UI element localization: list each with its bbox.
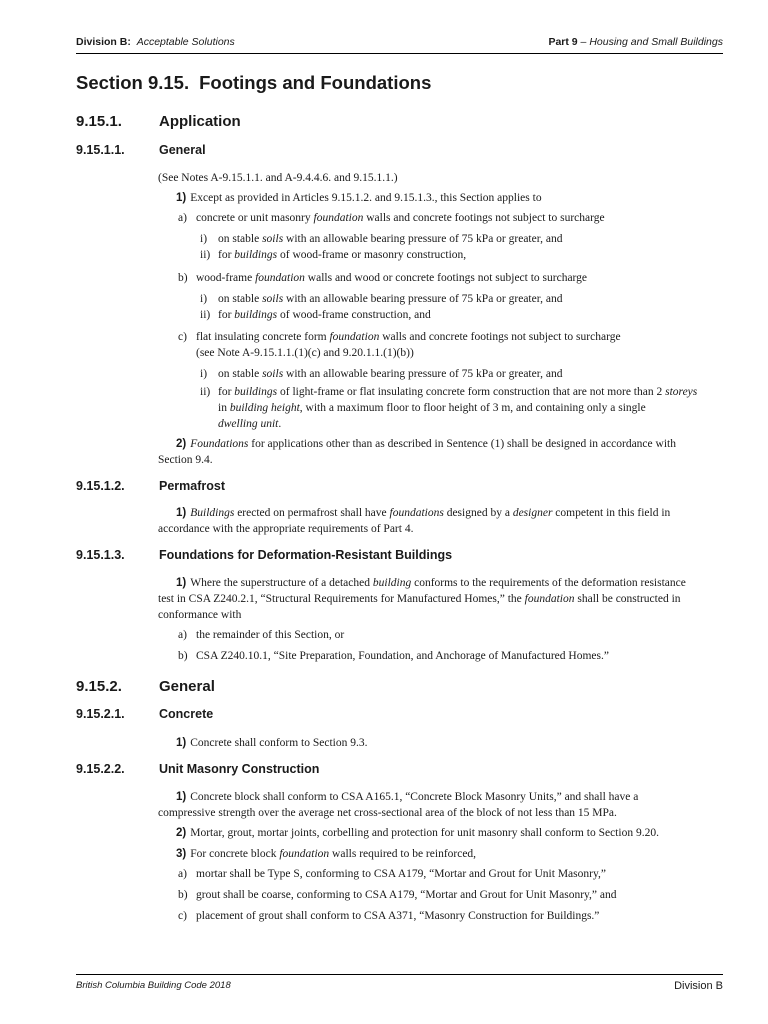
masonry-sentence-3 [176,846,476,862]
clause-text: wood-frame [196,272,256,284]
sentence-2 [176,436,676,452]
header-part [548,36,723,48]
deformation-clause-a [178,627,344,643]
defined-term: storeys [665,386,698,398]
subclause-marker: i) [200,293,208,305]
clause-marker: b) [178,272,188,284]
subclause-text: for [218,249,235,261]
subclause-text: on stable [218,368,263,380]
deformation-sentence-1-line2 [158,591,681,607]
clause-marker: a) [178,868,187,880]
clause-text: walls and concrete footings not subject to surcharge [363,212,605,224]
article-title: General [159,143,206,157]
subsection-number: 9.15.1. [76,113,122,130]
section-title-text: Footings and Foundations [199,72,432,93]
section-number: Section 9.15. [76,72,190,93]
subsection-number: 9.15.2. [76,678,122,695]
defined-term: buildings [234,309,278,321]
defined-term: foundation [524,593,575,605]
defined-term: foundation [313,212,364,224]
defined-term: Foundations [190,438,249,450]
masonry-clause-b [178,887,617,903]
subclause-text: with an allowable bearing pressure of 75 kPa or greater, and [283,233,563,245]
sentence-text: Except as provided in Articles 9.15.1.2. and 9.15.1.3., this Section applies to [190,192,542,204]
sentence-text: Where the superstructure of a detached [190,577,373,589]
subsection-title: Application [159,113,241,130]
sentence-text: Mortar, grout, mortar joints, corbelling and protection for unit masonry shall conform to Section 9.20. [190,827,659,839]
sentence-text: designed by a [443,507,513,519]
sentence-number: 1) [176,791,187,803]
subsection-title: General [159,678,215,695]
subclause-text: for [218,309,235,321]
clause-text: concrete or unit masonry [196,212,314,224]
subclause-text: , with a maximum floor to floor height of 3 m, and containing only a single [299,402,646,414]
deformation-clause-b [178,648,609,664]
subclause-text: in [218,402,230,414]
header-division-label: Division B: [76,36,131,48]
article-number: 9.15.2.2. [76,762,125,776]
deformation-sentence-1 [176,575,686,591]
clause-text: CSA Z240.10.1, “Site Preparation, Foundation, and Anchorage of Manufactured Homes.” [196,650,609,662]
sentence-number: 3) [176,848,187,860]
running-footer [76,980,723,996]
article-number: 9.15.2.1. [76,707,125,721]
sentence-text: Concrete block shall conform to CSA A165.1, “Concrete Block Masonry Units,” and shall have a [190,791,639,803]
sentence-number: 1) [176,577,187,589]
footer-division: Division B [674,980,723,992]
article-number: 9.15.1.1. [76,143,125,157]
masonry-clause-c [178,908,599,924]
article-title: Permafrost [159,479,225,493]
clause-text: flat insulating concrete form [196,331,330,343]
concrete-sentence-1 [176,735,368,751]
clause-text: the remainder of this Section, or [196,629,345,641]
masonry-sentence-2 [176,825,659,841]
defined-term: buildings [234,249,278,261]
subclause-a-ii [200,247,466,263]
subclause-b-ii [200,307,431,323]
defined-term: dwelling unit [218,418,279,430]
defined-term: buildings [234,386,278,398]
subclause-b-i [200,291,562,307]
sentence-text: test in CSA Z240.2.1, “Structural Requirements for Manufactured Homes,” the [158,593,525,605]
defined-term: foundation [329,331,380,343]
sentence-number: 2) [176,827,187,839]
sentence-number: 1) [176,737,187,749]
subclause-a-i [200,231,562,247]
sentence-text: competent in this field in [552,507,671,519]
clause-marker: a) [178,212,187,224]
clause-text: walls and wood or concrete footings not subject to surcharge [304,272,588,284]
permafrost-sentence-1-line2: accordance with the appropriate requirements of Part 4. [158,523,414,535]
sentence-text: shall be constructed in [574,593,681,605]
sentence-text: for applications other than as described in Sentence (1) shall be designed in accordance with [248,438,676,450]
clause-c-note: (see Note A-9.15.1.1.(1)(c) and 9.20.1.1.(1)(b)) [196,347,414,359]
sentence-text: walls required to be reinforced, [329,848,477,860]
subclause-text: on stable [218,233,263,245]
clause-c [178,329,621,345]
header-part-separator: – [577,36,590,48]
header-division-title: Acceptable Solutions [136,36,235,48]
subclause-text: on stable [218,293,263,305]
defined-term: foundations [389,507,444,519]
header-rule [76,53,723,54]
article-number: 9.15.1.2. [76,479,125,493]
article-notes: (See Notes A-9.15.1.1. and A-9.4.4.6. and 9.15.1.1.) [158,172,398,184]
sentence-2-line2: Section 9.4. [158,454,213,466]
footer-rule [76,974,723,975]
sentence-text: Concrete shall conform to Section 9.3. [190,737,368,749]
sentence-number: 1) [176,507,187,519]
subclause-c-i [200,366,562,382]
clause-text: walls and concrete footings not subject to surcharge [379,331,621,343]
header-division [76,36,235,48]
running-header [76,36,723,54]
defined-term: building [372,577,412,589]
sentence-number: 1) [176,192,187,204]
defined-term: foundation [255,272,305,284]
clause-text: mortar shall be Type S, conforming to CSA A179, “Mortar and Grout for Unit Masonry,” [196,868,606,880]
sentence-text: erected on permafrost shall have [234,507,390,519]
masonry-clause-a [178,866,606,882]
sentence-text: For concrete block [190,848,280,860]
clause-marker: c) [178,910,187,922]
footer-code-title: British Columbia Building Code 2018 [76,980,231,991]
article-number: 9.15.1.3. [76,548,125,562]
clause-b [178,270,587,286]
subclause-c-ii-line3 [218,416,281,432]
defined-term: soils [262,293,284,305]
subclause-text: for [218,386,235,398]
sentence-1 [176,190,542,206]
subclause-text: of wood-frame construction, and [277,309,431,321]
article-title: Concrete [159,707,214,721]
subclause-text: . [278,418,282,430]
article-title: Foundations for Deformation-Resistant Buildings [159,548,453,562]
subclause-c-ii [200,384,697,400]
masonry-sentence-1-line2: compressive strength over the average net cross-sectional area of the block of not less than 15 MPa. [158,807,617,819]
subclause-c-ii-line2 [218,400,646,416]
masonry-sentence-1 [176,789,638,805]
subclause-marker: ii) [200,309,211,321]
defined-term: soils [262,233,284,245]
deformation-sentence-1-line3: conformance with [158,609,242,621]
header-part-label: Part 9 [548,36,578,48]
defined-term: designer [512,507,553,519]
clause-text: placement of grout shall conform to CSA A371, “Masonry Construction for Buildings.” [196,910,600,922]
clause-marker: b) [178,650,188,662]
sentence-number: 2) [176,438,187,450]
section-title [76,72,431,94]
clause-marker: b) [178,889,188,901]
clause-marker: a) [178,629,187,641]
subclause-text: with an allowable bearing pressure of 75 kPa or greater, and [283,368,563,380]
header-part-title: Housing and Small Buildings [589,36,723,48]
subclause-text: of wood-frame or masonry construction, [277,249,467,261]
permafrost-sentence-1 [176,505,670,521]
subclause-text: with an allowable bearing pressure of 75 kPa or greater, and [283,293,563,305]
clause-text: grout shall be coarse, conforming to CSA A179, “Mortar and Grout for Unit Masonry,” and [196,889,617,901]
defined-term: soils [262,368,284,380]
subclause-text: of light-frame or flat insulating concrete form construction that are not more than 2 [277,386,666,398]
sentence-text: conforms to the requirements of the deformation resistance [411,577,686,589]
subclause-marker: ii) [200,249,211,261]
subclause-marker: ii) [200,386,211,398]
article-title: Unit Masonry Construction [159,762,320,776]
defined-term: foundation [279,848,330,860]
subclause-marker: i) [200,233,208,245]
clause-a [178,210,605,226]
defined-term: building height [229,402,300,414]
subclause-marker: i) [200,368,208,380]
clause-marker: c) [178,331,187,343]
defined-term: Buildings [190,507,235,519]
